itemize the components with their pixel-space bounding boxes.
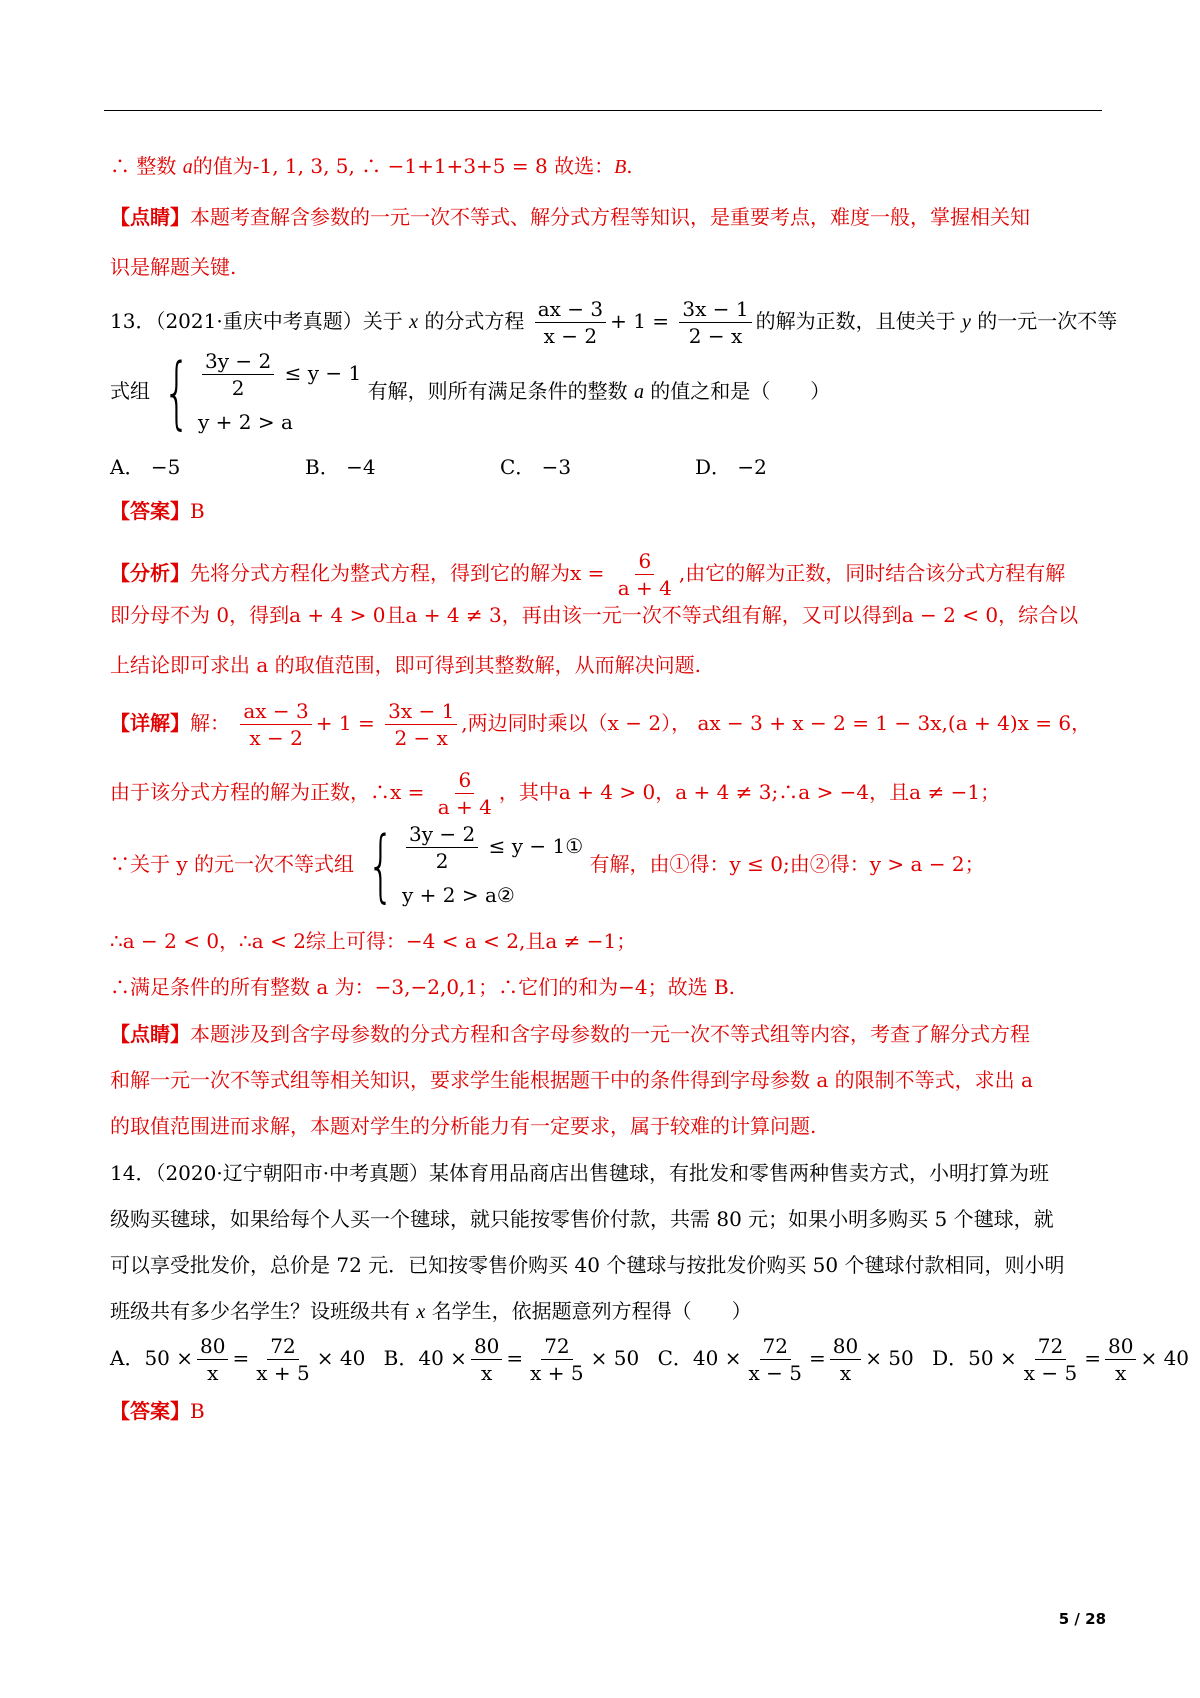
xiangjie-line-3: ∵关于 y 的元一次不等式组 { $\frac{3y - 2}{2}$ ≤ y − 1① y + 2 > a② 有解，由①得：y ≤ 0;由②得：y > a − 2；: [110, 820, 985, 911]
dianjing-line-1: 【点睛】本题考查解含参数的一元一次不等式、解分式方程等知识，是重要考点，难度一般，掌握相关知: [110, 205, 1030, 229]
page-number: 5 / 28: [1058, 1610, 1106, 1628]
inequality-system: { $\frac{3y - 2}{2}$ ≤ y − 1① y + 2 > a②: [367, 820, 584, 911]
xiangjie-line-1: 【详解】解： $\frac{ax - 3}{x - 2}$ + 1 = $\frac{3x - 1}{2 - x}$ ,两边同时乘以（x − 2）， ax − 3 + x − 2 = 1 − 3x,(a + 4)x = 6，: [110, 699, 1092, 750]
dianjing2-line-2: 和解一元一次不等式组等相关知识，要求学生能根据题干中的条件得到字母参数 a 的限制不等式，求出 a: [110, 1068, 1033, 1092]
q14-answer: 【答案】B: [110, 1399, 205, 1423]
q13-stem-line-1: 13．（2021·重庆中考真题）关于 x 的分式方程 $\frac{ax - 3}{x - 2}$ + 1 = $\frac{3x - 1}{2 - x}$ 的解为正数，且使关于 y 的一元一次不等: [110, 297, 1118, 348]
option-a: A．50 × $\frac{80}{x}$ = $\frac{72}{x + 5}$ × 40: [110, 1334, 366, 1385]
q14-stem-line-3: 可以享受批发价，总价是 72 元．已知按零售价购买 40 个毽球与按批发价购买 50 个毽球付款相同，则小明: [110, 1253, 1065, 1277]
fraction: $\frac{3x - 1}{2 - x}$: [679, 298, 751, 347]
q14-stem-line-1: 14．（2020·辽宁朝阳市·中考真题）某体育用品商店出售毽球，有批发和零售两种售卖方式，小明打算为班: [110, 1161, 1050, 1185]
option-a: A． −5: [110, 455, 181, 479]
q14-stem-line-2: 级购买毽球，如果给每个人买一个毽球，就只能按零售价付款，共需 80 元；如果小明多购买 5 个毽球，就: [110, 1207, 1054, 1231]
option-d: D． −2: [695, 455, 767, 479]
fenxi-line-1: 【分析】先将分式方程化为整式方程，得到它的解为x = $\frac{6}{a + 4}$ ,由它的解为正数，同时结合该分式方程有解: [110, 549, 1066, 600]
fenxi-line-2: 即分母不为 0，得到a + 4 > 0且a + 4 ≠ 3，再由该一元一次不等式组有解，又可以得到a − 2 < 0，综合以: [110, 603, 1079, 627]
option-d: D．50 × $\frac{72}{x - 5}$ = $\frac{80}{x}$ × 40: [932, 1334, 1190, 1385]
option-b: B．40 × $\frac{80}{x}$ = $\frac{72}{x + 5}$ × 50: [383, 1334, 640, 1385]
dianjing2-line-1: 【点睛】本题涉及到含字母参数的分式方程和含字母参数的一元一次不等式组等内容，考查了解分式方程: [110, 1022, 1030, 1046]
q13-options: [110, 454, 767, 480]
q14-options: [110, 1335, 1189, 1384]
xiangjie-line-2: 由于该分式方程的解为正数，∴x = $\frac{6}{a + 4}$ ，其中a + 4 > 0，a + 4 ≠ 3;∴a > −4，且a ≠ −1；: [110, 768, 1001, 819]
q14-stem-line-4: 班级共有多少名学生？设班级共有 x 名学生，依据题意列方程得（ ）: [110, 1299, 752, 1323]
q13-stem-line-2: 式组 { $\frac{3y - 2}{2}$ ≤ y − 1 y + 2 > a 有解，则所有满足条件的整数 a 的值之和是（ ）: [110, 347, 831, 438]
header-rule: [104, 110, 1102, 111]
option-b: B． −4: [305, 455, 376, 479]
xiangjie-line-5: ∴满足条件的所有整数 a 为：−3,−2,0,1；∴它们的和为−4；故选 B.: [110, 975, 736, 999]
inequality-system: { $\frac{3y - 2}{2}$ ≤ y − 1 y + 2 > a: [163, 347, 362, 438]
option-c: C．40 × $\frac{72}{x - 5}$ = $\frac{80}{x}$ × 50: [657, 1334, 914, 1385]
fraction: $\frac{ax - 3}{x - 2}$: [535, 298, 606, 347]
dianjing-line-2: 识是解题关键.: [110, 255, 237, 279]
fenxi-line-3: 上结论即可求出 a 的取值范围，即可得到其整数解，从而解决问题.: [110, 653, 701, 677]
q13-answer: 【答案】B: [110, 499, 205, 523]
option-c: C． −3: [500, 455, 572, 479]
dianjing2-line-3: 的取值范围进而求解，本题对学生的分析能力有一定要求，属于较难的计算问题.: [110, 1114, 817, 1138]
conclusion-line: ∴ 整数 a的值为-1, 1, 3, 5, ∴ −1+1+3+5 = 8 故选：B.: [110, 154, 633, 178]
xiangjie-line-4: ∴a − 2 < 0，∴a < 2综上可得：−4 < a < 2,且a ≠ −1；: [110, 929, 637, 953]
